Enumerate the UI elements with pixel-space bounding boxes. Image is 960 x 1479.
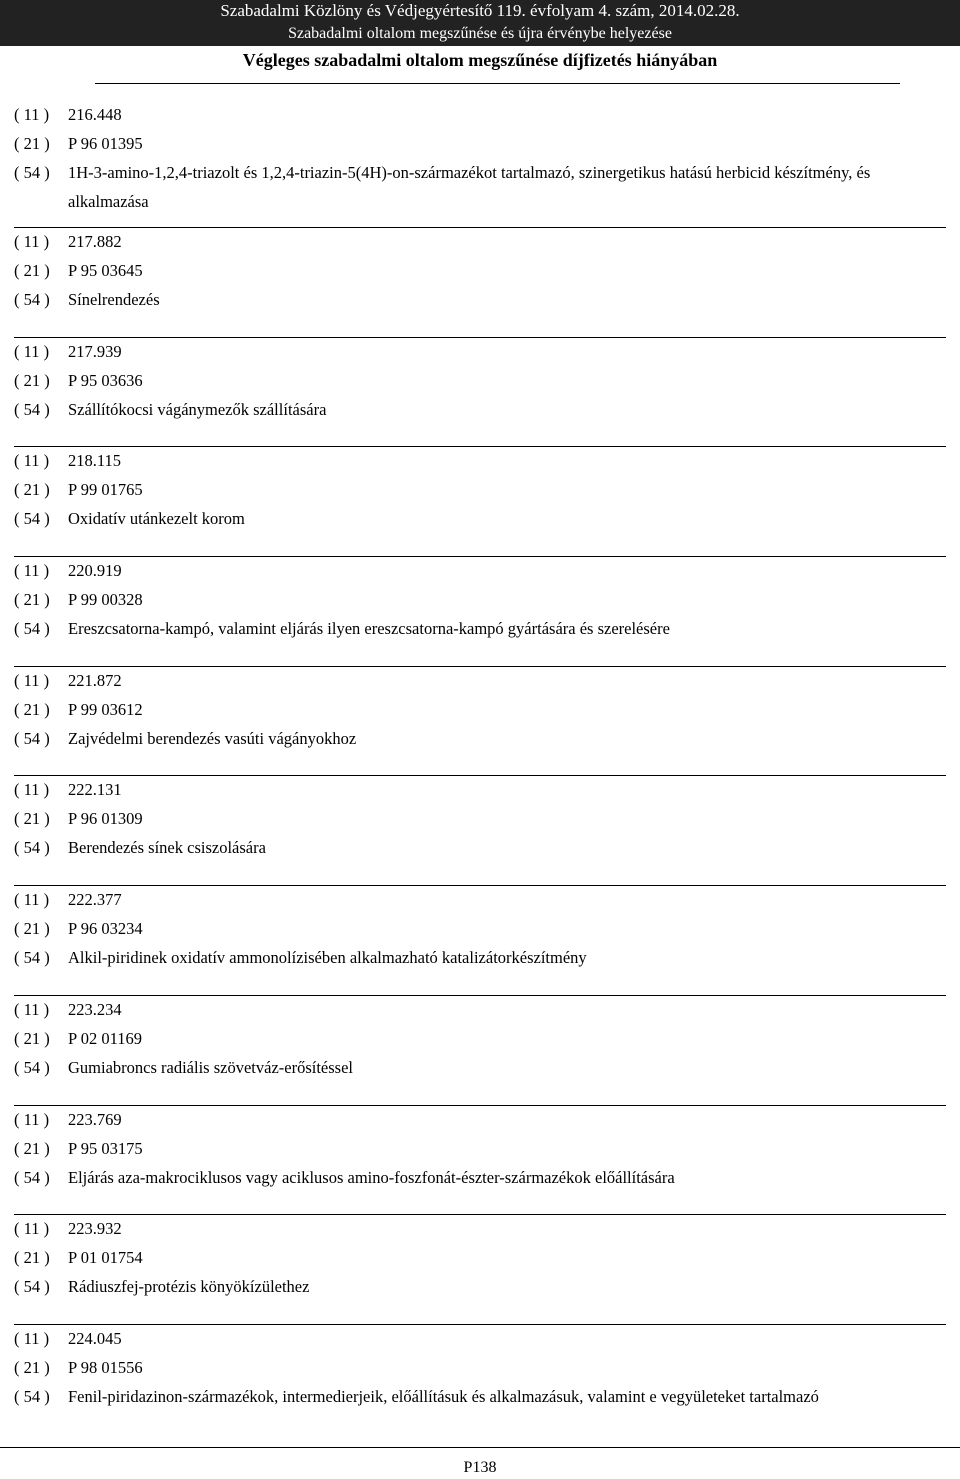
footer-divider (0, 1447, 960, 1448)
patent-number: 224.045 (68, 1328, 122, 1348)
inid-code: ( 54 ) (14, 1057, 50, 1077)
inid-code: ( 21 ) (14, 919, 50, 939)
patent-record (0, 885, 960, 995)
application-number-row (0, 1243, 960, 1272)
invention-title: Sínelrendezés (68, 290, 160, 309)
patent-number: 216.448 (68, 105, 122, 124)
invention-title-row (0, 724, 960, 753)
invention-title: Fenil-piridazinon-származékok, intermedierjeik, előállításuk és alkalmazásuk, valamint e vegyületeket tartalmazó (68, 1386, 819, 1406)
patent-number: 217.882 (68, 232, 122, 251)
application-number: P 96 03234 (68, 919, 143, 939)
patent-record (0, 775, 960, 885)
inid-code: ( 21 ) (14, 590, 50, 610)
patent-number-row (0, 337, 960, 366)
patent-number-row (0, 1324, 960, 1353)
patent-record (0, 337, 960, 447)
patent-number-row (0, 446, 960, 475)
inid-code: ( 21 ) (14, 261, 50, 280)
application-number-row (0, 1134, 960, 1163)
application-number: P 95 03645 (68, 261, 143, 280)
patent-number-row (0, 885, 960, 914)
application-number-row (0, 1353, 960, 1382)
inid-code: ( 21 ) (14, 1138, 50, 1158)
invention-title: Gumiabroncs radiális szövetváz-erősítéssel (68, 1057, 353, 1077)
inid-code: ( 11 ) (14, 451, 50, 471)
patent-record (0, 556, 960, 666)
invention-title: Berendezés sínek csiszolására (68, 838, 266, 858)
patent-record (0, 100, 960, 227)
application-number-row (0, 804, 960, 833)
application-number: P 96 01309 (68, 809, 143, 829)
invention-title: Szállítókocsi vágánymezők szállítására (68, 399, 327, 419)
invention-title: Rádiuszfej-protézis könyökízülethez (68, 1277, 310, 1297)
application-number-row (0, 129, 960, 158)
patent-number: 218.115 (68, 451, 122, 471)
patent-number: 223.769 (68, 1109, 122, 1129)
invention-title-row (0, 1053, 960, 1082)
invention-title-row (0, 614, 960, 643)
application-number: P 99 00328 (68, 590, 143, 610)
patent-record-list (0, 100, 960, 1434)
inid-code: ( 11 ) (14, 999, 50, 1019)
inid-code: ( 54 ) (14, 619, 50, 639)
invention-title-row (0, 1382, 960, 1411)
application-number-row (0, 585, 960, 614)
application-number: P 99 03612 (68, 699, 143, 719)
invention-title-row (0, 395, 960, 424)
patent-number: 222.377 (68, 890, 122, 910)
invention-title: Ereszcsatorna-kampó, valamint eljárás ilyen ereszcsatorna-kampó gyártására és szerelésére (68, 619, 670, 639)
inid-code: ( 54 ) (14, 1386, 50, 1406)
invention-title: 1H-3-amino-1,2,4-triazolt és 1,2,4-triazin-5(4H)-on-származékot tartalmazó, szinergetikus hatású herbicid készítmény, és alkalmazása (68, 163, 871, 211)
patent-record (0, 446, 960, 556)
patent-number: 221.872 (68, 670, 122, 690)
inid-code: ( 54 ) (14, 163, 50, 182)
inid-code: ( 54 ) (14, 399, 50, 419)
journal-title: Szabadalmi Közlöny és Védjegyértesítő 119. évfolyam 4. szám, 2014.02.28. (220, 1, 740, 20)
patent-number: 220.919 (68, 561, 122, 581)
invention-title: Zajvédelmi berendezés vasúti vágányokhoz (68, 728, 357, 748)
patent-record (0, 995, 960, 1105)
section-title: Szabadalmi oltalom megszűnése és újra érvénybe helyezése (288, 25, 672, 42)
patent-number-row (0, 666, 960, 695)
application-number: P 95 03175 (68, 1138, 143, 1158)
patent-number: 223.234 (68, 999, 122, 1019)
inid-code: ( 54 ) (14, 290, 50, 309)
application-number-row (0, 475, 960, 504)
inid-code: ( 21 ) (14, 1248, 50, 1268)
inid-code: ( 54 ) (14, 728, 50, 748)
patent-record (0, 666, 960, 776)
inid-code: ( 11 ) (14, 232, 50, 251)
inid-code: ( 11 ) (14, 780, 50, 800)
invention-title-row (0, 1163, 960, 1192)
inid-code: ( 21 ) (14, 699, 50, 719)
header-divider (95, 83, 900, 84)
inid-code: ( 21 ) (14, 1028, 50, 1048)
page-number: P138 (463, 1459, 497, 1476)
invention-title: Oxidatív utánkezelt korom (68, 509, 245, 529)
application-number-row (0, 366, 960, 395)
invention-title-row (0, 158, 960, 216)
inid-code: ( 11 ) (14, 1109, 50, 1129)
invention-title-row (0, 285, 960, 314)
patent-record (0, 1105, 960, 1215)
inid-code: ( 21 ) (14, 480, 50, 500)
invention-title-row (0, 1272, 960, 1301)
inid-code: ( 21 ) (14, 134, 50, 153)
application-number-row (0, 914, 960, 943)
patent-number-row (0, 100, 960, 129)
inid-code: ( 54 ) (14, 838, 50, 858)
invention-title-row (0, 504, 960, 533)
patent-number-row (0, 775, 960, 804)
patent-number-row (0, 1105, 960, 1134)
inid-code: ( 11 ) (14, 561, 50, 581)
patent-record (0, 1324, 960, 1434)
inid-code: ( 11 ) (14, 1219, 50, 1239)
inid-code: ( 11 ) (14, 105, 50, 124)
application-number-row (0, 256, 960, 285)
patent-number-row (0, 556, 960, 585)
inid-code: ( 11 ) (14, 341, 50, 361)
application-number: P 95 03636 (68, 370, 143, 390)
application-number: P 99 01765 (68, 480, 143, 500)
patent-number-row (0, 227, 960, 256)
invention-title: Eljárás aza-makrociklusos vagy aciklusos amino-foszfonát-észter-származékok előállítására (68, 1167, 675, 1187)
inid-code: ( 21 ) (14, 809, 50, 829)
inid-code: ( 54 ) (14, 1167, 50, 1187)
patent-number: 217.939 (68, 341, 122, 361)
page-header (0, 0, 960, 100)
invention-title-row (0, 943, 960, 972)
inid-code: ( 54 ) (14, 1277, 50, 1297)
patent-number-row (0, 1214, 960, 1243)
inid-code: ( 54 ) (14, 948, 50, 968)
application-number: P 98 01556 (68, 1357, 143, 1377)
inid-code: ( 11 ) (14, 1328, 50, 1348)
patent-record (0, 1214, 960, 1324)
inid-code: ( 11 ) (14, 890, 50, 910)
application-number-row (0, 1024, 960, 1053)
application-number: P 96 01395 (68, 134, 143, 153)
application-number-row (0, 695, 960, 724)
patent-number: 222.131 (68, 780, 122, 800)
inid-code: ( 54 ) (14, 509, 50, 529)
patent-number-row (0, 995, 960, 1024)
inid-code: ( 11 ) (14, 670, 50, 690)
application-number: P 01 01754 (68, 1248, 143, 1268)
invention-title-row (0, 833, 960, 862)
application-number: P 02 01169 (68, 1028, 142, 1048)
inid-code: ( 21 ) (14, 1357, 50, 1377)
subsection-title: Végleges szabadalmi oltalom megszűnése díjfizetés hiányában (242, 50, 718, 70)
patent-number: 223.932 (68, 1219, 122, 1239)
inid-code: ( 21 ) (14, 370, 50, 390)
patent-record (0, 227, 960, 337)
invention-title: Alkil-piridinek oxidatív ammonolízisében alkalmazható katalizátorkészítmény (68, 948, 587, 968)
